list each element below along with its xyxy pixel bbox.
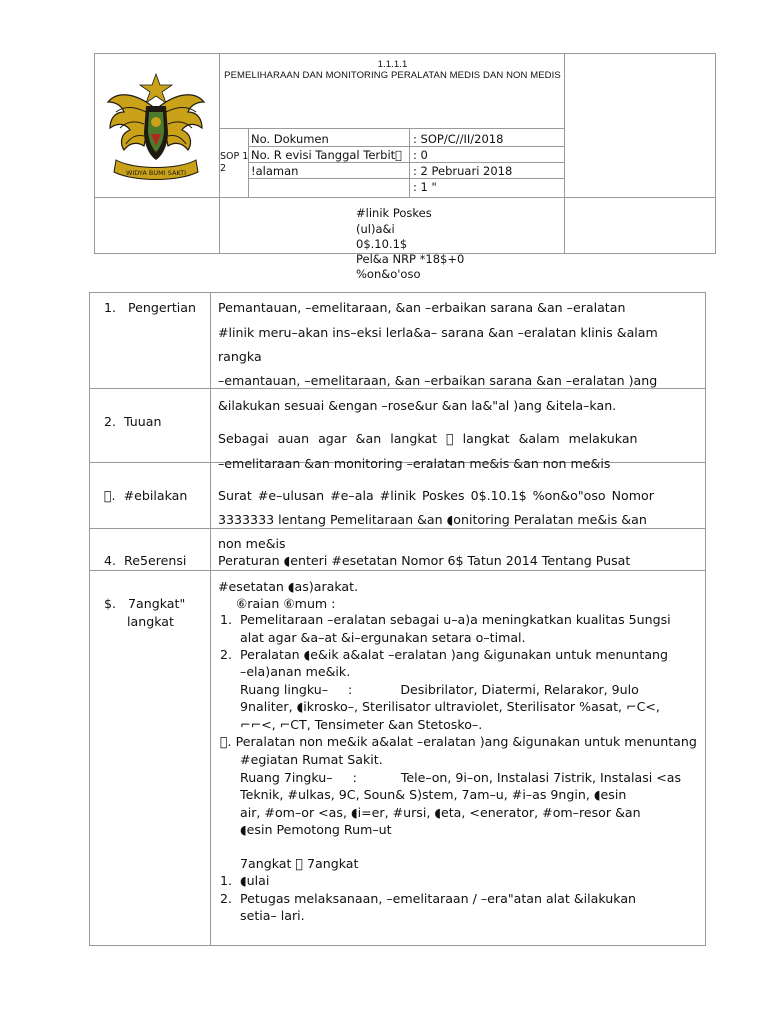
pengertian-line: –emantauan, –emelitaraan, &an –erbaikan sarana &an –eralatan )ang [218, 373, 658, 388]
sign-line: (ul)a&i [356, 222, 395, 236]
tujuan-line: –emelitaraan &an monitoring –eralatan me&is &an non me&is [218, 456, 611, 471]
langkah-heading: #esetatan ◖as)arakat. [218, 579, 359, 594]
pengertian-line: rangka [218, 349, 262, 364]
list-item:  . Peralatan non me&ik a&alat –eralatan )ang &igunakan untuk menuntang [220, 734, 697, 749]
kebijakan-line: non me&is [218, 536, 286, 551]
referensi-line: Peraturan ◖enteri #esetatan Nomor 6$ Tatun 2014 Tentang Pusat [218, 553, 631, 568]
list-item: 2. Peralatan ◖e&ik a&alat –eralatan )ang &igunakan untuk menuntang [220, 647, 669, 662]
list-item: 1. ◖ulai [220, 873, 270, 888]
list-item: alat agar &a–at &i–ergunakan setara o–timal. [220, 630, 526, 645]
tujuan-line: &ilakukan sesuai &engan –rose&ur &an la&"al )ang &itela–kan. [218, 398, 617, 413]
meta-value-revisi: : 0 [413, 148, 428, 162]
pengertian-line: #linik meru–akan ins–eksi lerla&a– sarana &an –eralatan klinis &alam [218, 325, 658, 340]
row-label-langkah-2: langkat [127, 614, 174, 629]
sop-label-2: 2 [220, 163, 227, 174]
list-item: 9naliter, ◖ikrosko–, Sterilisator ultraviolet, Sterilisator %asat, ⌐C<, [220, 699, 660, 714]
list-item: ⌐⌐<, ⌐CT, Tensimeter &an Stetosko–. [220, 717, 483, 732]
sop-label: SOP 1 [220, 151, 249, 162]
row-label-kebijakan:  . #ebilakan [104, 488, 188, 503]
row-label-referensi: 4. Re5erensi [104, 553, 187, 568]
sign-line: 0$.10.1$ [356, 237, 408, 251]
emblem-star [140, 74, 172, 103]
row-label-pengertian: 1. Pengertian [104, 300, 196, 315]
document-number: 1.1.1.1 [377, 59, 408, 70]
list-item: Teknik, #ulkas, 9C, Soun& S)stem, 7am–u, #i–as 9ngin, ◖esin [220, 787, 627, 802]
meta-value-tanggal: : 2 Pebruari 2018 [413, 164, 513, 178]
pengertian-line: Pemantauan, –emelitaraan, &an –erbaikan sarana &an –eralatan [218, 300, 626, 315]
list-item: Ruang lingku– : Desibrilator, Diatermi, Relarakor, 9ulo [220, 682, 639, 697]
langkah-uraian: ⑥raian ⑥mum : [236, 596, 336, 611]
document-title: PEMELIHARAAN DAN MONITORING PERALATAN MEDIS DAN NON MEDIS [224, 70, 561, 81]
meta-key-revisi: No. R evisi Tanggal Terbit  [251, 148, 403, 162]
meta-key-dokumen: No. Dokumen [251, 132, 329, 146]
kebijakan-line: Surat #e–ulusan #e–ala #linik Poskes 0$.10.1$ %on&o"oso Nomor [218, 488, 654, 503]
list-item: –ela)anan me&ik. [220, 664, 351, 679]
list-item: 2. Petugas melaksanaan, –emelitaraan / –era"atan alat &ilakukan [220, 891, 637, 906]
emblem-ribbon-text: WIDYA BUMI SAKTI [125, 169, 187, 177]
meta-key-halaman: !alaman [251, 164, 299, 178]
list-item: Ruang 7ingku– : Tele–on, 9i–on, Instalasi 7istrik, Instalasi <as [220, 770, 682, 785]
meta-value-halaman: : 1 " [413, 180, 437, 194]
row-label-tujuan: 2. Tuuan [104, 414, 162, 429]
sign-line: #linik Poskes [356, 206, 432, 220]
list-item: setia– lari. [220, 908, 305, 923]
list-item: air, #om–or <as, ◖i=er, #ursi, ◖eta, <enerator, #om–resor &an [220, 805, 641, 820]
row-label-langkah: $. 7angkat" [104, 596, 186, 611]
list-item: 1. Pemelitaraan –eralatan sebagai u–a)a meningkatkan kualitas 5ungsi [220, 612, 671, 627]
kebijakan-line: 3333333 lentang Pemelitaraan &an ◖onitoring Peralatan me&is &an [218, 512, 647, 527]
sign-line: Pel&a NRP *18$+0 [356, 252, 465, 266]
emblem-logo [106, 72, 206, 184]
tujuan-line: Sebagai auan agar &an langkat   langkat &alam melakukan [218, 431, 638, 446]
list-item: ◖esin Pemotong Rum–ut [220, 822, 392, 837]
list-item: 7angkat   7angkat [220, 856, 359, 871]
sign-line: %on&o'oso [356, 267, 421, 281]
meta-value-dokumen: : SOP/C//II/2018 [413, 132, 504, 146]
list-item: #egiatan Rumat Sakit. [220, 752, 383, 767]
